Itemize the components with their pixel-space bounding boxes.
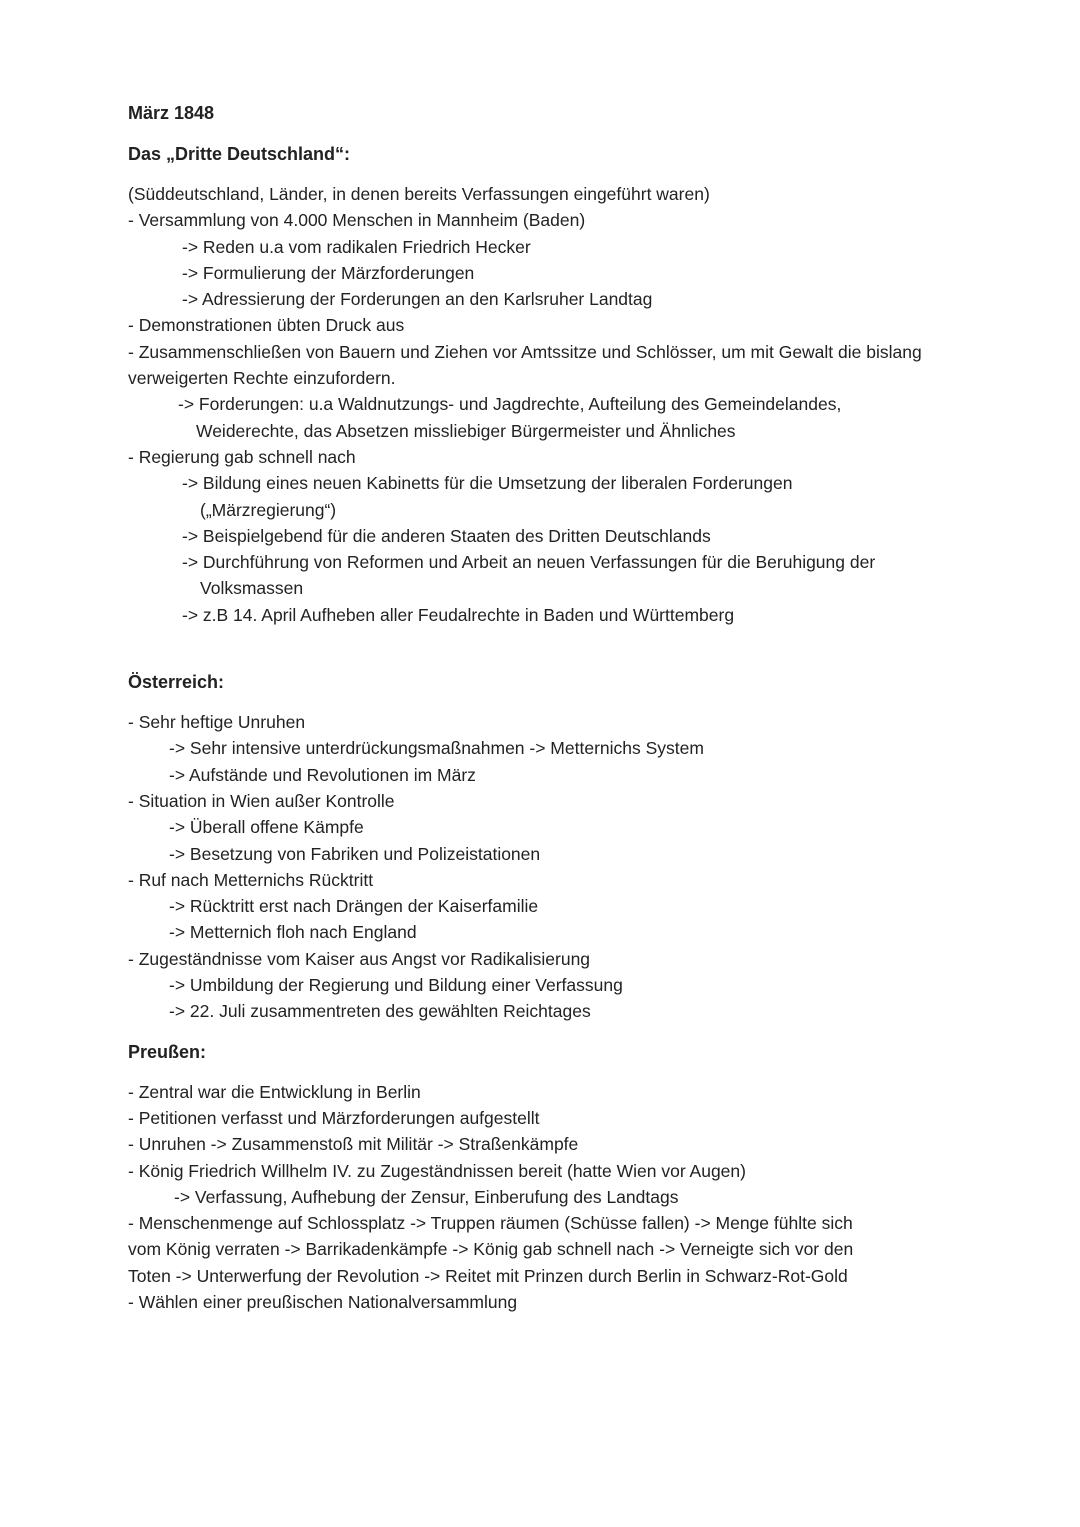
section-heading: Preußen: [128, 1041, 207, 1062]
sub-bullet-line: -> z.B 14. April Aufheben aller Feudalrechte in Baden und Württemberg [182, 604, 735, 625]
bullet-line: - Sehr heftige Unruhen [128, 712, 306, 733]
sub-bullet-line: -> Aufstände und Revolutionen im März [169, 764, 476, 785]
sub-bullet-line: -> Besetzung von Fabriken und Polizeistationen [169, 843, 541, 864]
bullet-line: - Unruhen -> Zusammenstoß mit Militär -> Straßenkämpfe [128, 1134, 579, 1155]
sub-bullet-line: -> Metternich floh nach England [169, 922, 417, 943]
document-page [128, 100, 958, 1315]
section-oesterreich [128, 669, 958, 1025]
bullet-line: - Situation in Wien außer Kontrolle [128, 790, 395, 811]
bullet-line: - Menschenmenge auf Schlossplatz -> Truppen räumen (Schüsse fallen) -> Menge fühlte sich [128, 1213, 853, 1234]
sub-bullet-continuation: Volksmassen [200, 578, 304, 599]
sub-bullet-line: -> Adressierung der Forderungen an den Karlsruher Landtag [182, 289, 653, 310]
sub-bullet-continuation: („Märzregierung“) [200, 499, 337, 520]
bullet-line: - Zusammenschließen von Bauern und Ziehen vor Amtssitze und Schlösser, um mit Gewalt die bislang [128, 341, 922, 362]
sub-bullet-line: -> Formulierung der Märzforderungen [182, 262, 475, 283]
bullet-line-continuation: verweigerten Rechte einzufordern. [128, 368, 396, 389]
section-heading: Österreich: [128, 672, 225, 693]
text-line: (Süddeutschland, Länder, in denen bereits Verfassungen eingeführt waren) [128, 184, 710, 204]
sub-bullet-line: -> Überall offene Kämpfe [169, 817, 364, 838]
bullet-line: - Zugeständnisse vom Kaiser aus Angst vor Radikalisierung [128, 948, 591, 969]
sub-bullet-line: -> Bildung eines neuen Kabinetts für die Umsetzung der liberalen Forderungen [182, 473, 793, 494]
sub-bullet-line: -> 22. Juli zusammentreten des gewählten Reichtages [169, 1001, 591, 1022]
sub-bullet-continuation: Weiderechte, das Absetzen missliebiger Bürgermeister und Ähnliches [196, 420, 736, 441]
bullet-line: - Versammlung von 4.000 Menschen in Mannheim (Baden) [128, 210, 586, 231]
document-title: März 1848 [128, 103, 215, 123]
section-drittes-deutschland [128, 141, 958, 628]
sub-bullet-line: -> Beispielgebend für die anderen Staaten des Dritten Deutschlands [182, 525, 711, 546]
sub-bullet-line: -> Umbildung der Regierung und Bildung einer Verfassung [169, 975, 623, 996]
sub-bullet-line: -> Forderungen: u.a Waldnutzungs- und Jagdrechte, Aufteilung des Gemeindelandes, [178, 394, 842, 415]
bullet-line: - Demonstrationen übten Druck aus [128, 315, 405, 336]
sub-bullet-line: -> Reden u.a vom radikalen Friedrich Hecker [182, 236, 531, 257]
section-preussen [128, 1039, 958, 1316]
bullet-line: - Wählen einer preußischen Nationalversammlung [128, 1291, 518, 1312]
sub-bullet-line: -> Durchführung von Reformen und Arbeit an neuen Verfassungen für die Beruhigung der [182, 552, 876, 573]
sub-bullet-line: -> Sehr intensive unterdrückungsmaßnahmen -> Metternichs System [169, 738, 704, 759]
section-heading: Das „Dritte Deutschland“: [128, 144, 351, 164]
bullet-line-continuation: Toten -> Unterwerfung der Revolution -> Reitet mit Prinzen durch Berlin in Schwarz-Rot-Gold [128, 1265, 848, 1286]
bullet-line: - Ruf nach Metternichs Rücktritt [128, 869, 374, 890]
bullet-line: - König Friedrich Willhelm IV. zu Zugeständnissen bereit (hatte Wien vor Augen) [128, 1160, 746, 1181]
bullet-line: - Regierung gab schnell nach [128, 446, 356, 467]
bullet-line-continuation: vom König verraten -> Barrikadenkämpfe -> König gab schnell nach -> Verneigte sich vor den [128, 1239, 854, 1260]
sub-bullet-line: -> Rücktritt erst nach Drängen der Kaiserfamilie [169, 896, 539, 917]
bullet-line: - Zentral war die Entwicklung in Berlin [128, 1081, 421, 1102]
sub-bullet-line: -> Verfassung, Aufhebung der Zensur, Einberufung des Landtags [174, 1186, 679, 1207]
bullet-line: - Petitionen verfasst und Märzforderungen aufgestellt [128, 1107, 540, 1128]
